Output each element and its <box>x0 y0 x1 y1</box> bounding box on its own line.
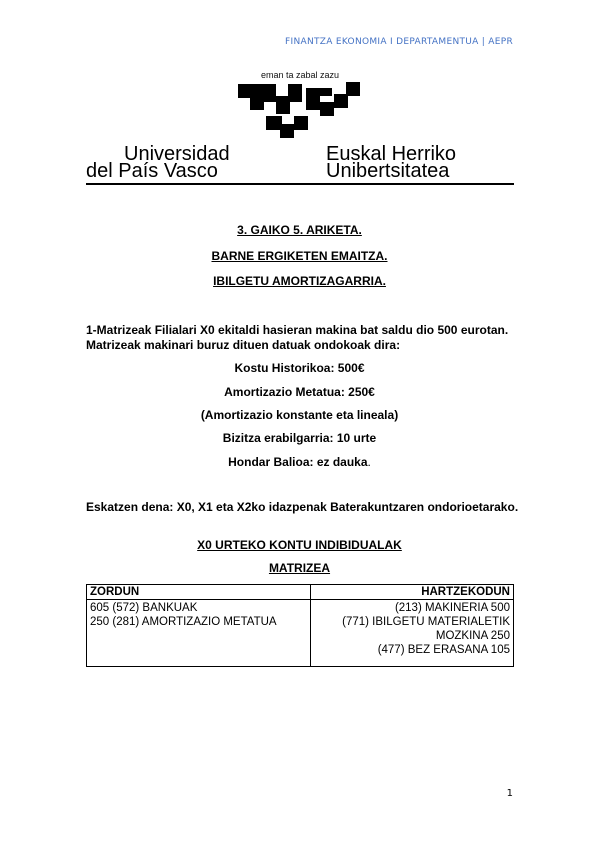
credit-line: (477) BEZ ERASANA 105 <box>377 644 510 656</box>
problem-request: Eskatzen dena: X0, X1 eta X2ko idazpenak Baterakuntzaren ondorioetarako. <box>86 500 519 514</box>
table-header-row <box>87 585 514 600</box>
problem-intro: 1-Matrizeak Filialari X0 ekitaldi hasieran makina bat saldu dio 500 eurotan. Matrizeak makinari buruz dituen datuak ondokoak dira: <box>86 323 509 352</box>
logo-spanish-name <box>86 143 230 182</box>
logo-divider <box>86 183 514 185</box>
university-logo <box>86 70 514 188</box>
credit-line: (213) MAKINERIA 500 <box>394 602 510 614</box>
credit-header: HARTZEKODUN <box>311 585 514 600</box>
depreciation-method: (Amortizazio konstante eta lineala) <box>200 408 399 422</box>
residual-value-period: . <box>367 455 371 469</box>
credit-line: (771) IBILGETU MATERIALETIK <box>342 616 510 628</box>
credit-line: MOZKINA 250 <box>435 630 510 642</box>
debit-line: 250 (281) AMORTIZAZIO METATUA <box>90 616 277 628</box>
debit-cell <box>87 600 311 667</box>
credit-cell <box>311 600 514 667</box>
residual-value <box>0 455 599 469</box>
page-number: 1 <box>506 788 513 799</box>
logo-eu-line1: Euskal Herriko <box>326 143 457 165</box>
useful-life: Bizitza erabilgarria: 10 urte <box>222 431 377 445</box>
logo-eu-line2: Unibertsitatea <box>326 160 450 182</box>
section-heading: X0 URTEKO KONTU INDIBIDUALAK <box>197 538 402 552</box>
logo-motto: eman ta zabal zazu <box>260 70 340 80</box>
logo-basque-name <box>326 143 457 182</box>
journal-entry-table <box>86 584 514 667</box>
historical-cost: Kostu Historikoa: 500€ <box>234 361 365 375</box>
exercise-topic: IBILGETU AMORTIZAGARRIA. <box>213 274 386 288</box>
logo-es-line1: Universidad <box>124 143 230 165</box>
accumulated-depreciation: Amortizazio Metatua: 250€ <box>224 385 375 399</box>
exercise-title: 3. GAIKO 5. ARIKETA. <box>237 223 362 237</box>
table-row <box>87 600 514 667</box>
logo-emblem <box>236 80 366 140</box>
section-subheading: MATRIZEA <box>268 561 331 575</box>
debit-header: ZORDUN <box>87 585 311 600</box>
debit-line: 605 (572) BANKUAK <box>90 602 198 614</box>
residual-value-text: Hondar Balioa: ez dauka <box>228 455 368 469</box>
running-head: FINANTZA EKONOMIA I DEPARTAMENTUA | AEPR <box>285 37 513 47</box>
exercise-subtitle: BARNE ERGIKETEN EMAITZA. <box>211 249 388 263</box>
logo-es-line2: del País Vasco <box>86 160 218 182</box>
